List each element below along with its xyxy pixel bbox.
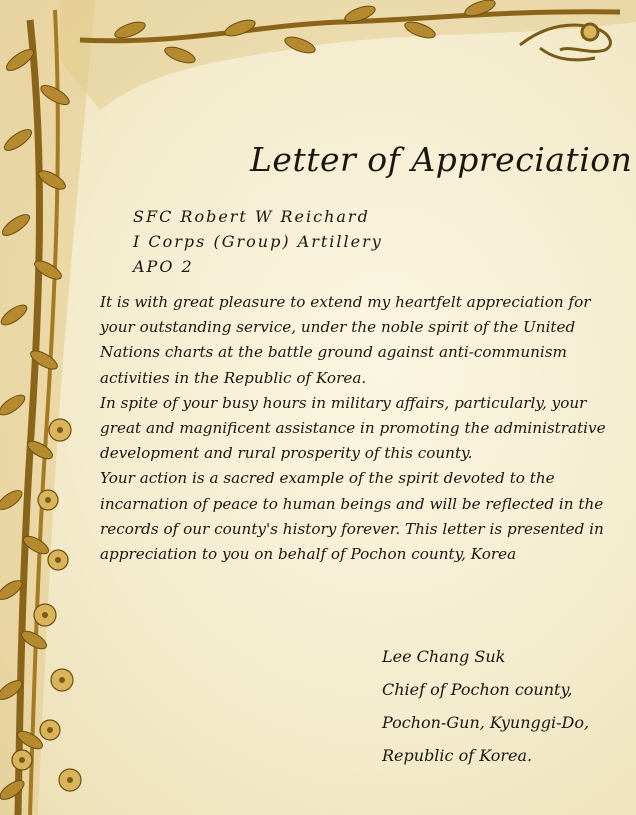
recipient-address [133, 204, 383, 279]
signatory-title: Chief of Pochon county, [382, 680, 573, 699]
recipient-unit: I Corps (Group) Artillery [133, 232, 383, 251]
signatory-country: Republic of Korea. [382, 746, 533, 765]
signatory-location: Pochon-Gun, Kyunggi-Do, [382, 713, 590, 732]
body-paragraph: It is with great pleasure to extend my heartfelt appreciation for your outstanding service, under the noble spirit of the United Nations charts at the battle ground against anti-communism activities in the Republic of Korea. [100, 293, 591, 387]
signature-block [382, 640, 589, 772]
letter-body [100, 290, 620, 567]
letter-title: Letter of Appreciation [250, 140, 633, 179]
body-paragraph: Your action is a sacred example of the spirit devoted to the incarnation of peace to human beings and will be reflected in the records of our county's history forever. This letter is presented in appreciation to you on behalf of Pochon county, Korea [100, 469, 604, 564]
recipient-name: SFC Robert W Reichard [133, 207, 370, 226]
body-paragraph: In spite of your busy hours in military affairs, particularly, your great and magnificent assistance in promoting the administrative development and rural prosperity of this county. [100, 393, 606, 463]
recipient-apo: APO 2 [133, 257, 194, 276]
signatory-name: Lee Chang Suk [382, 647, 506, 666]
